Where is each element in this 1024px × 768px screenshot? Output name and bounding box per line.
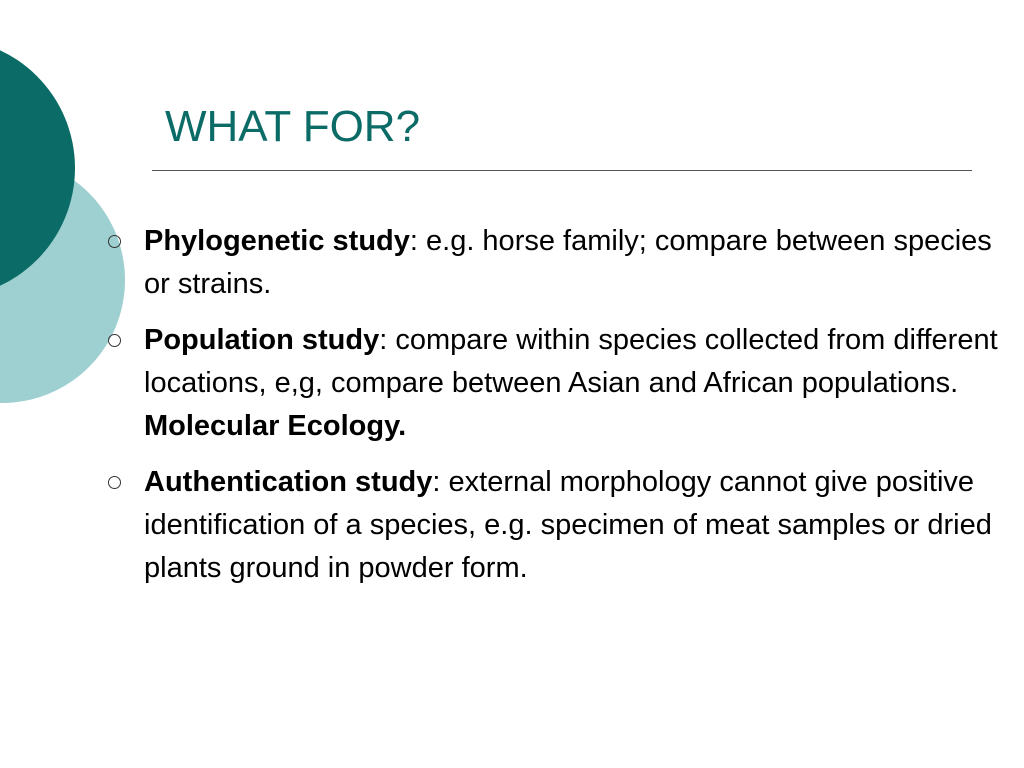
title-divider: [152, 170, 972, 171]
bullet-text: : e.g. horse family; compare between species or strains.: [144, 225, 992, 300]
bullet-phylogenetic-study: [100, 220, 1018, 306]
bullet-term: Authentication study: [144, 466, 433, 498]
slide-title: WHAT FOR?: [165, 102, 421, 151]
bullet-population-study: [100, 319, 1018, 448]
bullet-list: [100, 220, 1018, 603]
bullet-text: : compare within species collected from different locations, e,g, compare between Asian and African populations.: [144, 324, 998, 399]
hollow-circle-bullet-icon: [108, 476, 121, 489]
bullet-term: Population study: [144, 324, 380, 356]
bullet-term: Phylogenetic study: [144, 225, 410, 257]
hollow-circle-bullet-icon: [108, 334, 121, 347]
hollow-circle-bullet-icon: [108, 235, 121, 248]
bullet-emphasis: Molecular Ecology.: [144, 410, 407, 442]
bullet-authentication-study: [100, 461, 1018, 590]
bullet-text: : external morphology cannot give positive identification of a species, e.g. specimen of meat samples or dried plants ground in powder form.: [144, 466, 992, 584]
